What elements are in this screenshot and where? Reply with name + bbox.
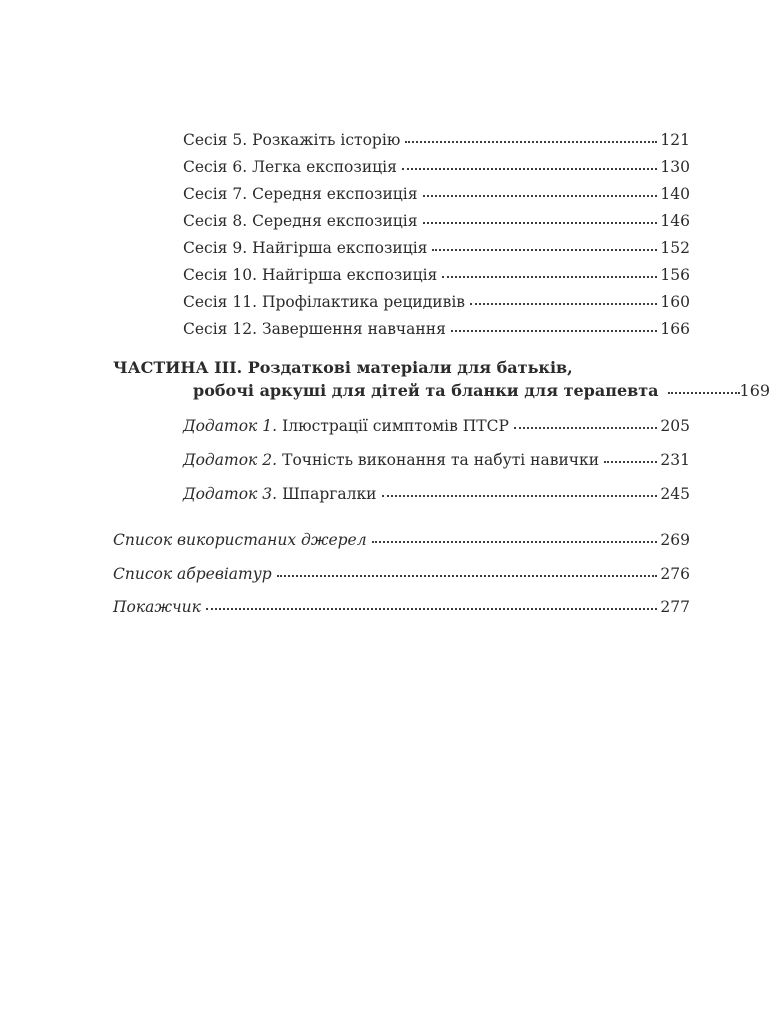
- toc-entry-appendix: [183, 416, 690, 450]
- entry-label: Сесія 8. Середня експозиція: [183, 212, 418, 230]
- entry-label: Сесія 5. Розкажіть історію: [183, 131, 401, 149]
- entry-label: Сесія 6. Легка експозиція: [183, 158, 397, 176]
- dot-leader: [668, 392, 740, 394]
- entry-label: Сесія 11. Профілактика рецидивів: [183, 293, 466, 311]
- entry-label: Сесія 12. Завершення навчання: [183, 320, 446, 338]
- entry-page-number: 152: [660, 239, 690, 257]
- dot-leader: [423, 195, 658, 197]
- toc-entry-appendix: [183, 484, 690, 518]
- entry-page-number: 130: [660, 158, 690, 176]
- entry-page-number: 245: [660, 485, 690, 503]
- toc-entry-session: [183, 184, 690, 211]
- entry-label: Сесія 10. Найгірша експозиція: [183, 266, 438, 284]
- entry-page-number: 160: [660, 293, 690, 311]
- dot-leader: [206, 608, 658, 610]
- toc-entry-session: [183, 130, 690, 157]
- dot-leader: [402, 168, 658, 170]
- dot-leader: [382, 495, 658, 497]
- part-3-title-line-2: [193, 379, 771, 402]
- entry-label: Список абревіатур: [113, 564, 272, 583]
- entry-label: Сесія 9. Найгірша експозиція: [183, 239, 428, 257]
- dot-leader: [451, 330, 658, 332]
- toc-entry-session: [183, 292, 690, 319]
- dot-leader: [514, 427, 657, 429]
- entry-label: Сесія 7. Середня експозиція: [183, 185, 418, 203]
- toc-entry-session: [183, 211, 690, 238]
- toc-entry-appendix: [183, 450, 690, 484]
- dot-leader: [432, 249, 657, 251]
- appendix-title: Шпаргалки: [282, 485, 377, 503]
- entry-page-number: 121: [660, 131, 690, 149]
- dot-leader: [604, 461, 657, 463]
- part-3-title-line-1: ЧАСТИНА III. Роздаткові матеріали для батьків,: [113, 358, 573, 377]
- dot-leader: [277, 575, 658, 577]
- entry-page-number: 140: [660, 185, 690, 203]
- toc-entry-references: [113, 530, 690, 564]
- dot-leader: [405, 141, 657, 143]
- toc-entry-session: [183, 265, 690, 292]
- appendix-name: Додаток 3.: [183, 485, 277, 503]
- entry-label: Покажчик: [113, 598, 201, 616]
- entry-page-number: 276: [660, 564, 690, 583]
- entry-page-number: 156: [660, 266, 690, 284]
- toc-entry-session: [183, 238, 690, 265]
- entry-page-number: 146: [660, 212, 690, 230]
- toc-sessions-list: [183, 130, 690, 346]
- appendix-name: Додаток 1.: [183, 417, 277, 435]
- entry-label: Список використаних джерел: [113, 531, 367, 549]
- entry-label: робочі аркуші для дітей та бланки для терапевта: [193, 381, 659, 400]
- toc-entry-index: [113, 597, 690, 631]
- entry-page-number: 269: [660, 531, 690, 549]
- dot-leader: [372, 541, 658, 543]
- entry-page-number: 277: [660, 598, 690, 616]
- dot-leader: [470, 303, 657, 305]
- appendix-title: Точність виконання та набуті навички: [282, 451, 600, 469]
- dot-leader: [423, 222, 658, 224]
- toc-entry-session: [183, 319, 690, 346]
- toc-appendices-list: [183, 416, 690, 518]
- dot-leader: [442, 276, 657, 278]
- part-3-heading: [113, 356, 771, 402]
- entry-page-number: 166: [660, 320, 690, 338]
- entry-page-number: 231: [660, 451, 690, 469]
- toc-entry-abbreviations: [113, 564, 690, 598]
- entry-page-number: 169: [739, 381, 771, 400]
- toc-backmatter-list: [113, 530, 690, 631]
- appendix-title: Ілюстрації симптомів ПТСР: [282, 417, 509, 435]
- toc-entry-session: [183, 157, 690, 184]
- appendix-name: Додаток 2.: [183, 451, 277, 469]
- entry-page-number: 205: [660, 417, 690, 435]
